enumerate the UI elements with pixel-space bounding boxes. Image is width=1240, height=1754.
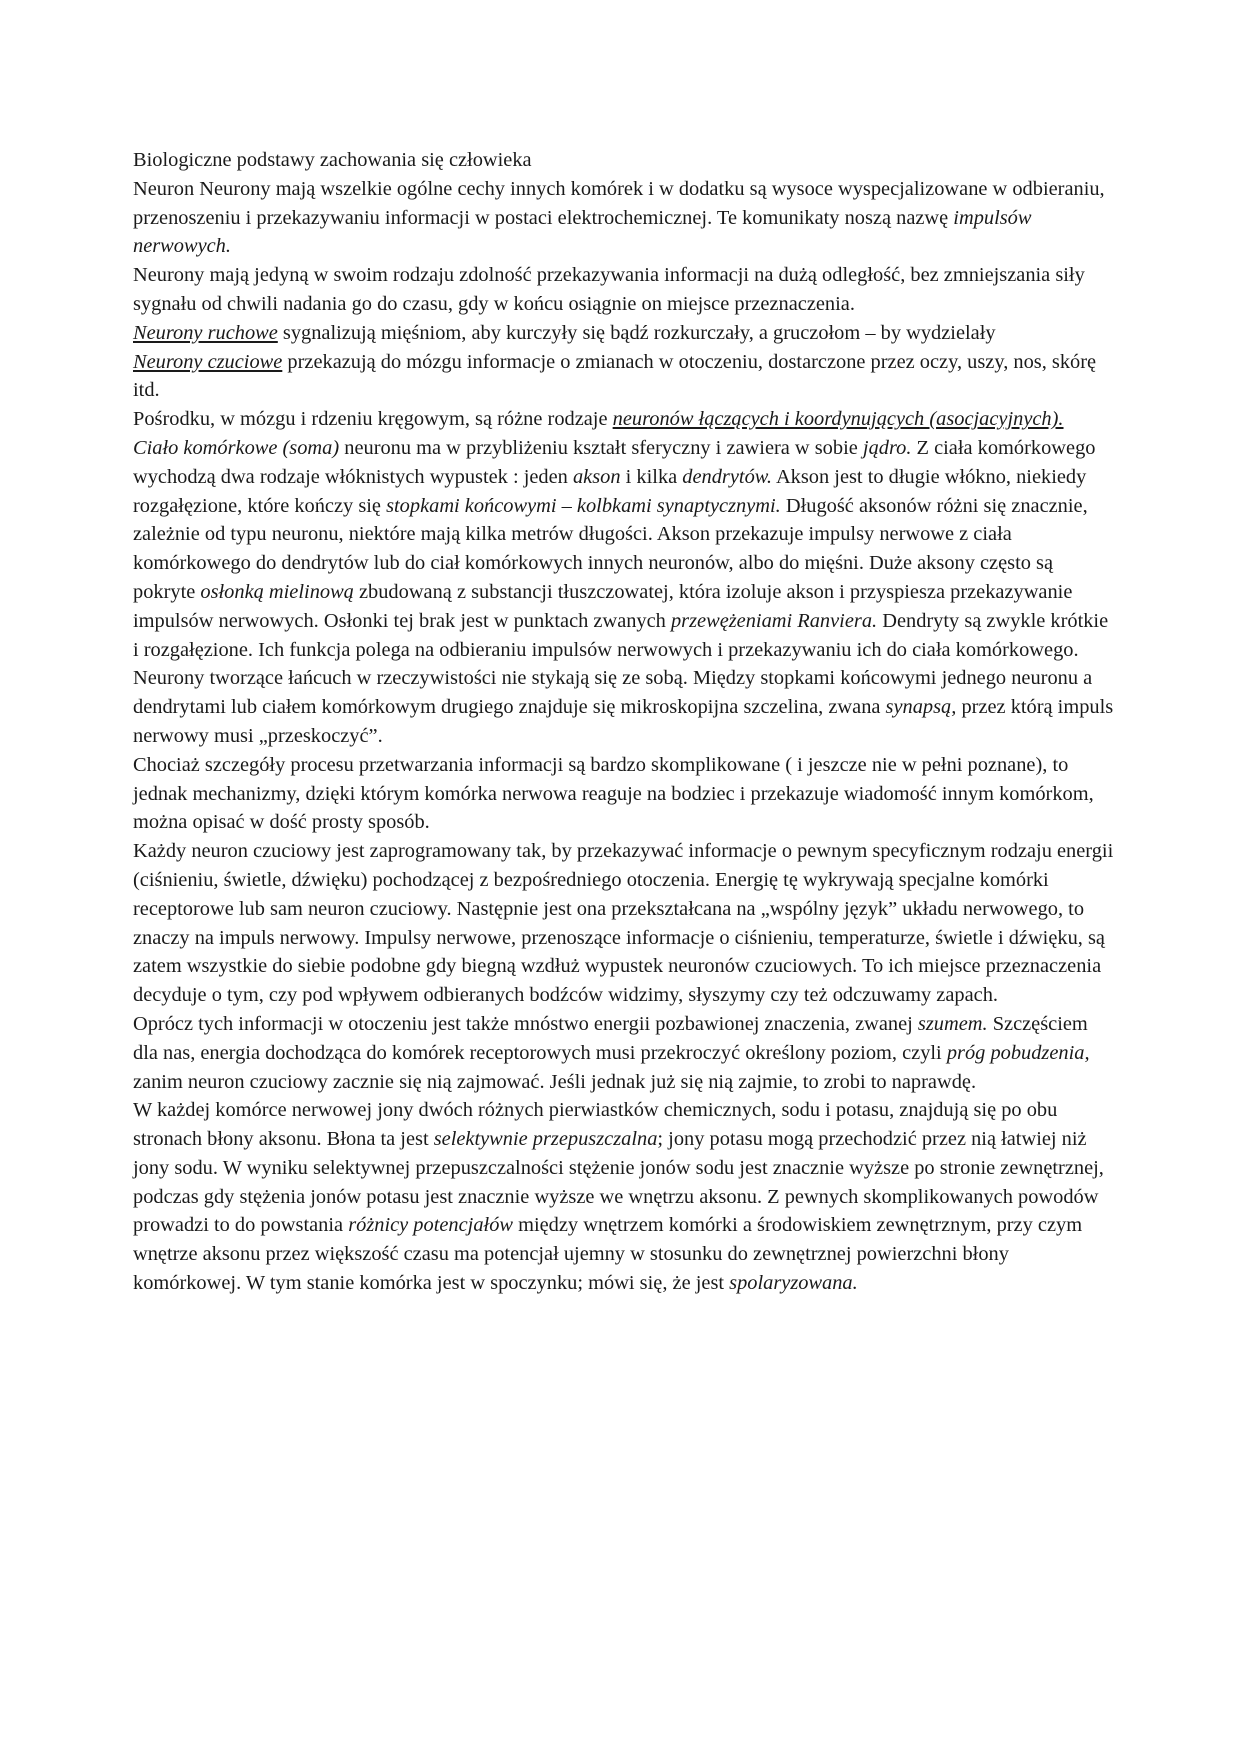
- italic-term: selektywnie przepuszczalna: [433, 1128, 658, 1151]
- text-run: Chociaż szczegóły procesu przetwarzania informacji są bardzo skomplikowane ( i jeszcze nie w pełni poznane), to jednak mechanizmy, dzięki którym komórka nerwowa reaguje na bodziec i przekazuje wiadomość innym komórkom, można opisać w dość prosty sposób.: [133, 753, 1094, 834]
- text-run: neuronu ma w przybliżeniu kształt sferyczny i zawiera w sobie: [339, 436, 863, 459]
- italic-term: stopkami końcowymi – kolbkami synaptycznymi.: [386, 494, 781, 517]
- text-run: ; jony potasu mogą przechodzić przez nią łatwiej niż jony sodu. W wyniku selektywnej przepuszczalności stężenie jonów sodu jest znacznie wyższe po stronie zewnętrznej, podczas gdy stężenia jonów potasu jest znacznie wyższe we wnętrzu aksonu. Z pewnych skomplikowanych powodów prowadzi to do powstania: [133, 1128, 1104, 1237]
- text-run: Neuron Neurony mają wszelkie ogólne cechy innych komórek i w dodatku są wysoce wyspecjalizowane w odbieraniu, przenoszeniu i przekazywaniu informacji w postaci elektrochemicznej. Te komunikaty noszą nazwę: [133, 177, 1105, 229]
- italic-term: jądro.: [862, 436, 912, 459]
- italic-term: przewężeniami Ranviera.: [670, 609, 878, 632]
- text-run: przekazują do mózgu informacje o zmianach w otoczeniu, dostarczone przez oczy, uszy, nos, skórę itd.: [133, 350, 1097, 402]
- paragraph: [133, 348, 1115, 406]
- text-run: zanim neuron czuciowy zacznie się nią zajmować. Jeśli jednak już się nią zajmie, to zrobi to naprawdę.: [133, 1070, 977, 1093]
- document-page: [133, 146, 1115, 1298]
- text-run: i kilka: [620, 465, 683, 488]
- italic-term: spolaryzowana.: [729, 1272, 858, 1295]
- paragraph: [133, 319, 1115, 348]
- italic-term: próg pobudzenia,: [946, 1041, 1090, 1064]
- text-run: sygnalizują mięśniom, aby kurczyły się bądź rozkurczały, a gruczołom – by wydzielały: [277, 321, 996, 344]
- underlined-term: neuronów łączących i koordynujących (asocjacyjnych).: [612, 408, 1064, 431]
- text-run: Długość aksonów różni się znacznie, zależnie od typu neuronu, niektóre mają kilka metrów długości. Akson przekazuje impulsy nerwowe z ciała komórkowego do dendrytów lub do ciał komórkowych innych neuronów, albo do mięśni. Duże aksony często są pokryte: [133, 494, 1088, 603]
- document-title: Biologiczne podstawy zachowania się człowieka: [133, 149, 532, 171]
- text-run: Pośrodku, w mózgu i rdzeniu kręgowym, są różne rodzaje: [133, 408, 613, 431]
- document-body: [133, 175, 1115, 1298]
- text-run: Z ciała komórkowego wychodzą dwa rodzaje włóknistych wypustek : jeden: [133, 436, 1096, 488]
- italic-term: różnicy potencjałów: [348, 1214, 513, 1237]
- italic-term: impulsów nerwowych.: [133, 206, 1032, 258]
- paragraph: [133, 434, 1115, 664]
- italic-term: dendrytów.: [682, 465, 772, 488]
- text-run: Neurony tworzące łańcuch w rzeczywistości nie stykają się ze sobą. Między stopkami końcowymi jednego neuronu a dendrytami lub ciałem komórkowym drugiego znajduje się mikroskopijna szczelina, zwana: [133, 667, 1093, 719]
- text-run: między wnętrzem komórki a środowiskiem zewnętrznym, przy czym wnętrze aksonu przez większość czasu ma potencjał ujemny w stosunku do zewnętrznej powierzchni błony komórkowej. W tym stanie komórka jest w spoczynku; mówi się, że jest: [133, 1214, 1083, 1295]
- paragraph: [133, 1010, 1115, 1096]
- paragraph: [133, 175, 1115, 261]
- italic-term: osłonką mielinową: [200, 580, 354, 603]
- paragraph: [133, 261, 1115, 319]
- italic-term: Ciało komórkowe (soma): [133, 436, 340, 459]
- paragraph: [133, 837, 1115, 1010]
- text-run: Szczęściem dla nas, energia dochodząca do komórek receptorowych musi przekroczyć określony poziom, czyli: [133, 1012, 1088, 1064]
- text-run: W każdej komórce nerwowej jony dwóch różnych pierwiastków chemicznych, sodu i potasu, znajdują się po obu stronach błony aksonu. Błona ta jest: [133, 1099, 1058, 1151]
- text-run: Akson jest to długie włókno, niekiedy rozgałęzione, które kończy się: [133, 465, 1087, 517]
- italic-term: akson: [572, 465, 621, 488]
- text-run: Oprócz tych informacji w otoczeniu jest także mnóstwo energii pozbawionej znaczenia, zwanej: [133, 1012, 918, 1035]
- italic-term: synapsą,: [885, 696, 957, 719]
- text-run: przez którą impuls nerwowy musi „przeskoczyć”.: [133, 696, 1114, 747]
- underlined-term: Neurony czuciowe: [133, 350, 283, 373]
- text-run: zbudowaną z substancji tłuszczowatej, która izoluje akson i przyspiesza przekazywanie impulsów nerwowych. Osłonki tej brak jest w punktach zwanych: [133, 580, 1073, 632]
- text-run: Neurony mają jedyną w swoim rodzaju zdolność przekazywania informacji na dużą odległość, bez zmniejszania siły sygnału od chwili nadania go do czasu, gdy w końcu osiągnie on miejsce przeznaczenia.: [133, 264, 1085, 315]
- paragraph: [133, 751, 1115, 837]
- text-run: Dendryty są zwykle krótkie i rozgałęzione. Ich funkcja polega na odbieraniu impulsów nerwowych i przekazywaniu ich do ciała komórkowego.: [133, 609, 1109, 661]
- paragraph: [133, 405, 1115, 434]
- text-run: Każdy neuron czuciowy jest zaprogramowany tak, by przekazywać informacje o pewnym specyficznym rodzaju energii (ciśnieniu, świetle, dźwięku) pochodzącej z bezpośredniego otoczenia. Energię tę wykrywają specjalne komórki receptorowe lub sam neuron czuciowy. Następnie jest ona przekształcana na „wspólny język” układu nerwowego, to znaczy na impuls nerwowy. Impulsy nerwowe, przenoszące informacje o ciśnieniu, temperaturze, świetle i dźwięku, są zatem wszystkie do siebie podobne gdy biegną wzdłuż wypustek neuronów czuciowych. To ich miejsce przeznaczenia decyduje o tym, czy pod wpływem odbieranych bodźców widzimy, słyszymy czy też odczuwamy zapach.: [133, 840, 1114, 1007]
- paragraph: [133, 1096, 1115, 1298]
- italic-term: szumem.: [917, 1012, 988, 1035]
- paragraph: [133, 664, 1115, 750]
- underlined-term: Neurony ruchowe: [133, 321, 278, 344]
